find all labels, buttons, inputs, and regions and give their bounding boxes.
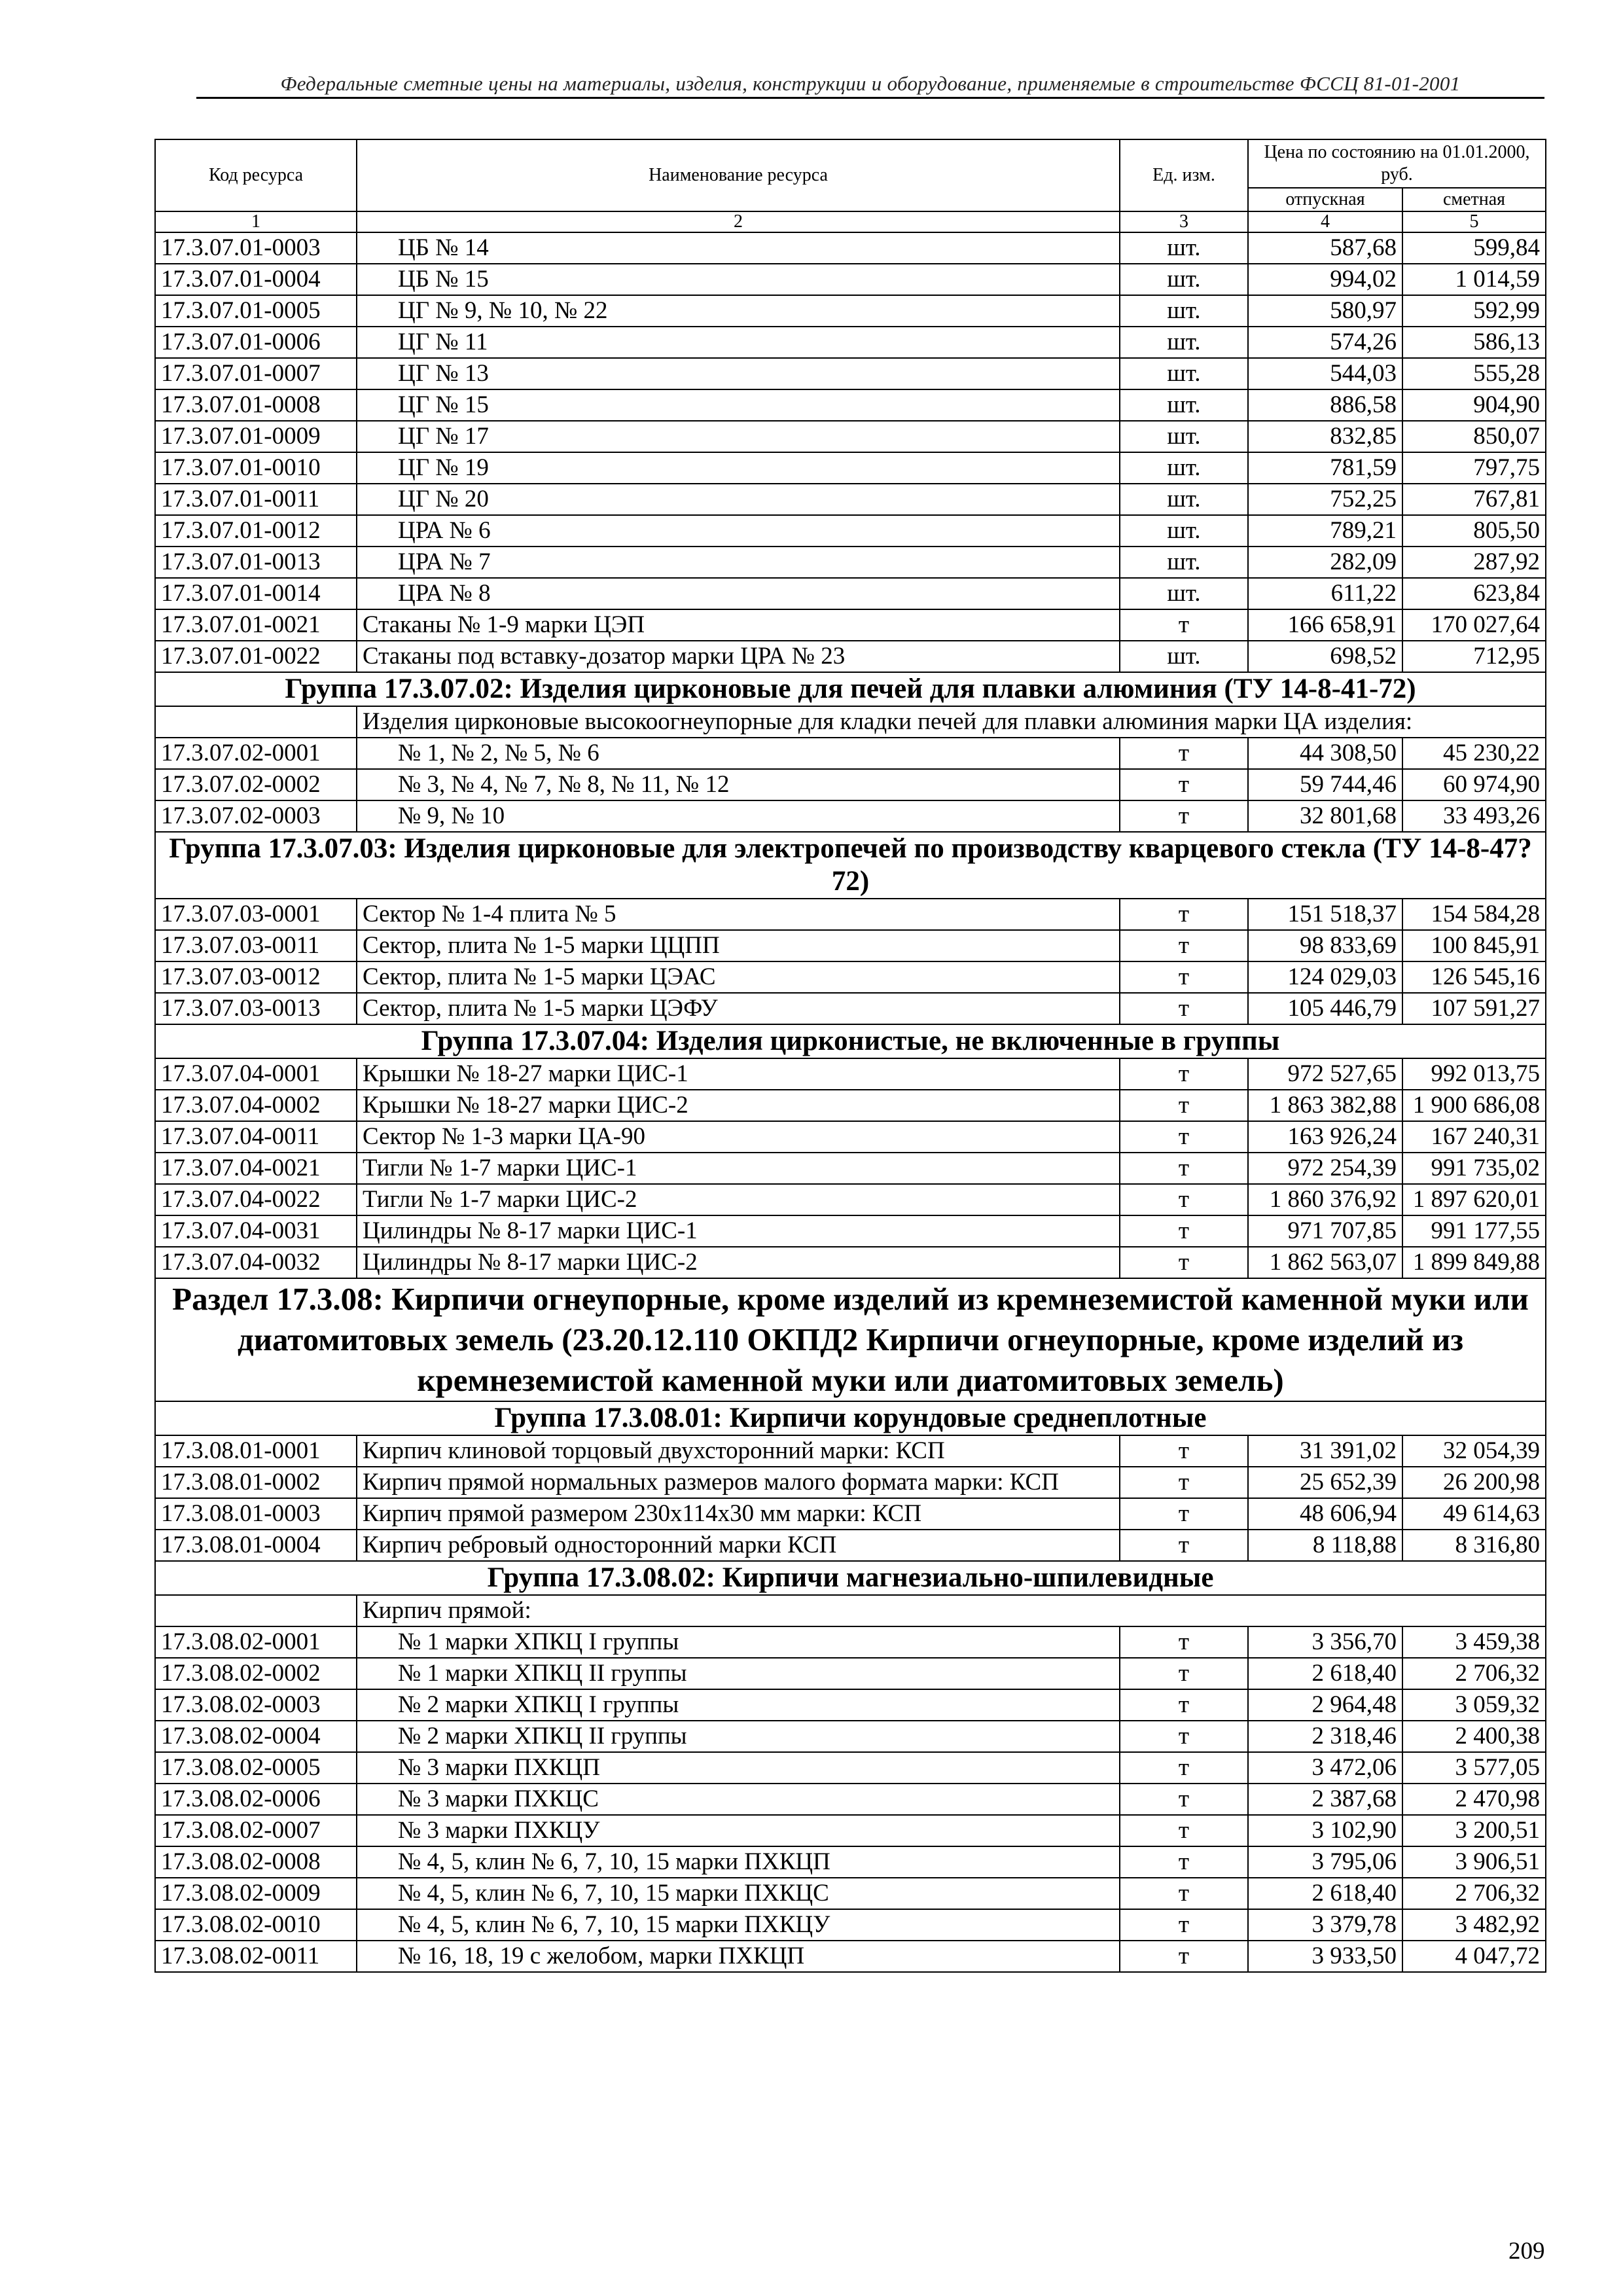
table-row [155, 993, 1546, 1024]
resource-unit: шт. [1120, 641, 1248, 672]
group-heading: Группа 17.3.07.04: Изделия цирконистые, не включенные в группы [155, 1024, 1546, 1058]
resource-name: ЦГ № 11 [357, 327, 1120, 358]
table-row [155, 389, 1546, 421]
estimate-price: 2 400,38 [1402, 1721, 1546, 1752]
release-price: 31 391,02 [1248, 1435, 1402, 1467]
resource-name: № 3 марки ПХКЦС [357, 1784, 1120, 1815]
resource-name: № 4, 5, клин № 6, 7, 10, 15 марки ПХКЦП [357, 1846, 1120, 1878]
resource-code: 17.3.07.02-0001 [155, 738, 357, 769]
resource-unit: т [1120, 1435, 1248, 1467]
estimate-price: 4 047,72 [1402, 1941, 1546, 1972]
estimate-price: 126 545,16 [1402, 961, 1546, 993]
estimate-price: 154 584,28 [1402, 899, 1546, 930]
release-price: 1 863 382,88 [1248, 1090, 1402, 1121]
column-number-row [155, 211, 1546, 232]
release-price: 98 833,69 [1248, 930, 1402, 961]
table-row [155, 1090, 1546, 1121]
release-price: 2 618,40 [1248, 1658, 1402, 1689]
resource-name: Сектор № 1-3 марки ЦА-90 [357, 1121, 1120, 1153]
subheading-text: Кирпич прямой: [357, 1595, 1546, 1626]
resource-code: 17.3.08.02-0011 [155, 1941, 357, 1972]
table-row [155, 484, 1546, 515]
release-price: 151 518,37 [1248, 899, 1402, 930]
table-row [155, 578, 1546, 609]
estimate-price: 805,50 [1402, 515, 1546, 547]
resource-unit: т [1120, 930, 1248, 961]
estimate-price: 32 054,39 [1402, 1435, 1546, 1467]
resource-code: 17.3.08.02-0008 [155, 1846, 357, 1878]
release-price: 3 933,50 [1248, 1941, 1402, 1972]
resource-unit: т [1120, 1090, 1248, 1121]
estimate-price: 49 614,63 [1402, 1498, 1546, 1530]
release-price: 698,52 [1248, 641, 1402, 672]
table-row [155, 899, 1546, 930]
table-row [155, 547, 1546, 578]
release-price: 32 801,68 [1248, 800, 1402, 832]
resource-name: № 1 марки ХПКЦ II группы [357, 1658, 1120, 1689]
price-table [154, 139, 1546, 1973]
resource-code: 17.3.07.01-0010 [155, 452, 357, 484]
release-price: 2 387,68 [1248, 1784, 1402, 1815]
release-price: 971 707,85 [1248, 1215, 1402, 1247]
release-price: 8 118,88 [1248, 1530, 1402, 1561]
resource-name: Кирпич клиновой торцовый двухсторонний марки: КСП [357, 1435, 1120, 1467]
estimate-price: 33 493,26 [1402, 800, 1546, 832]
resource-name: Тигли № 1-7 марки ЦИС-1 [357, 1153, 1120, 1184]
estimate-price: 2 706,32 [1402, 1658, 1546, 1689]
resource-unit: т [1120, 1498, 1248, 1530]
table-row [155, 1498, 1546, 1530]
release-price: 25 652,39 [1248, 1467, 1402, 1498]
resource-unit: т [1120, 738, 1248, 769]
resource-unit: т [1120, 1658, 1248, 1689]
table-row [155, 295, 1546, 327]
release-price: 59 744,46 [1248, 769, 1402, 800]
resource-name: № 16, 18, 19 с желобом, марки ПХКЦП [357, 1941, 1120, 1972]
release-price: 789,21 [1248, 515, 1402, 547]
resource-name: № 3, № 4, № 7, № 8, № 11, № 12 [357, 769, 1120, 800]
resource-code: 17.3.07.04-0021 [155, 1153, 357, 1184]
group-heading-row [155, 1401, 1546, 1435]
resource-name: ЦГ № 17 [357, 421, 1120, 452]
resource-name: № 2 марки ХПКЦ II группы [357, 1721, 1120, 1752]
release-price: 3 379,78 [1248, 1909, 1402, 1941]
table-row [155, 1784, 1546, 1815]
estimate-price: 555,28 [1402, 358, 1546, 389]
resource-code: 17.3.07.01-0008 [155, 389, 357, 421]
resource-code: 17.3.08.01-0003 [155, 1498, 357, 1530]
resource-code: 17.3.07.01-0022 [155, 641, 357, 672]
group-heading: Группа 17.3.08.01: Кирпичи корундовые среднеплотные [155, 1401, 1546, 1435]
estimate-price: 904,90 [1402, 389, 1546, 421]
resource-unit: т [1120, 1909, 1248, 1941]
table-row [155, 1215, 1546, 1247]
estimate-price: 100 845,91 [1402, 930, 1546, 961]
resource-unit: шт. [1120, 389, 1248, 421]
resource-unit: т [1120, 1721, 1248, 1752]
table-row [155, 515, 1546, 547]
resource-unit: шт. [1120, 358, 1248, 389]
resource-unit: т [1120, 899, 1248, 930]
estimate-price: 991 735,02 [1402, 1153, 1546, 1184]
estimate-price: 3 577,05 [1402, 1752, 1546, 1784]
column-number: 1 [155, 211, 357, 232]
resource-code: 17.3.08.02-0003 [155, 1689, 357, 1721]
resource-unit: т [1120, 1467, 1248, 1498]
estimate-price: 107 591,27 [1402, 993, 1546, 1024]
release-price: 163 926,24 [1248, 1121, 1402, 1153]
resource-code: 17.3.07.02-0002 [155, 769, 357, 800]
table-row [155, 1530, 1546, 1561]
group-heading-row [155, 832, 1546, 899]
release-price: 832,85 [1248, 421, 1402, 452]
table-row [155, 930, 1546, 961]
estimate-price: 1 899 849,88 [1402, 1247, 1546, 1278]
resource-name: № 3 марки ПХКЦП [357, 1752, 1120, 1784]
table-row [155, 769, 1546, 800]
resource-code: 17.3.07.01-0007 [155, 358, 357, 389]
table-row [155, 452, 1546, 484]
resource-name: Крышки № 18-27 марки ЦИС-2 [357, 1090, 1120, 1121]
resource-name: Тигли № 1-7 марки ЦИС-2 [357, 1184, 1120, 1215]
group-heading: Группа 17.3.07.03: Изделия цирконовые для электропечей по производству кварцевого стекла (ТУ 14-8-47?72) [155, 832, 1546, 899]
group-heading-row [155, 1561, 1546, 1595]
table-row [155, 1121, 1546, 1153]
release-price: 1 860 376,92 [1248, 1184, 1402, 1215]
resource-name: ЦГ № 9, № 10, № 22 [357, 295, 1120, 327]
release-price: 752,25 [1248, 484, 1402, 515]
empty-cell [155, 1595, 357, 1626]
resource-unit: т [1120, 993, 1248, 1024]
resource-code: 17.3.08.02-0004 [155, 1721, 357, 1752]
resource-code: 17.3.08.02-0010 [155, 1909, 357, 1941]
resource-unit: т [1120, 1184, 1248, 1215]
estimate-price: 167 240,31 [1402, 1121, 1546, 1153]
resource-unit: т [1120, 1215, 1248, 1247]
table-row [155, 1153, 1546, 1184]
resource-name: Цилиндры № 8-17 марки ЦИС-2 [357, 1247, 1120, 1278]
resource-code: 17.3.08.02-0009 [155, 1878, 357, 1909]
release-price: 282,09 [1248, 547, 1402, 578]
resource-unit: шт. [1120, 515, 1248, 547]
resource-name: Кирпич прямой размером 230х114х30 мм марки: КСП [357, 1498, 1120, 1530]
release-price: 166 658,91 [1248, 609, 1402, 641]
release-price: 105 446,79 [1248, 993, 1402, 1024]
resource-name: № 2 марки ХПКЦ I группы [357, 1689, 1120, 1721]
resource-code: 17.3.07.01-0011 [155, 484, 357, 515]
resource-name: Кирпич ребровый односторонний марки КСП [357, 1530, 1120, 1561]
release-price: 611,22 [1248, 578, 1402, 609]
estimate-price: 1 900 686,08 [1402, 1090, 1546, 1121]
resource-name: ЦРА № 8 [357, 578, 1120, 609]
resource-name: Сектор, плита № 1-5 марки ЦЭФУ [357, 993, 1120, 1024]
estimate-price: 45 230,22 [1402, 738, 1546, 769]
resource-code: 17.3.08.02-0007 [155, 1815, 357, 1846]
resource-code: 17.3.07.01-0003 [155, 232, 357, 264]
table-row [155, 358, 1546, 389]
resource-code: 17.3.08.01-0002 [155, 1467, 357, 1498]
table-row [155, 961, 1546, 993]
resource-code: 17.3.07.04-0032 [155, 1247, 357, 1278]
resource-unit: шт. [1120, 295, 1248, 327]
release-price: 2 964,48 [1248, 1689, 1402, 1721]
table-row [155, 609, 1546, 641]
resource-name: № 4, 5, клин № 6, 7, 10, 15 марки ПХКЦС [357, 1878, 1120, 1909]
resource-unit: т [1120, 800, 1248, 832]
table-row [155, 421, 1546, 452]
resource-name: Крышки № 18-27 марки ЦИС-1 [357, 1058, 1120, 1090]
release-price: 544,03 [1248, 358, 1402, 389]
resource-unit: т [1120, 1941, 1248, 1972]
subheading-text: Изделия цирконовые высокоогнеупорные для кладки печей для плавки алюминия марки ЦА изделия: [357, 706, 1546, 738]
estimate-price: 797,75 [1402, 452, 1546, 484]
resource-unit: т [1120, 1878, 1248, 1909]
estimate-price: 60 974,90 [1402, 769, 1546, 800]
estimate-price: 26 200,98 [1402, 1467, 1546, 1498]
estimate-price: 586,13 [1402, 327, 1546, 358]
column-number: 4 [1248, 211, 1402, 232]
release-price: 2 318,46 [1248, 1721, 1402, 1752]
table-row [155, 1626, 1546, 1658]
resource-code: 17.3.07.04-0011 [155, 1121, 357, 1153]
estimate-price: 3 482,92 [1402, 1909, 1546, 1941]
release-price: 972 254,39 [1248, 1153, 1402, 1184]
table-row [155, 1058, 1546, 1090]
resource-name: Сектор № 1-4 плита № 5 [357, 899, 1120, 930]
resource-name: ЦРА № 7 [357, 547, 1120, 578]
estimate-price: 1 014,59 [1402, 264, 1546, 295]
estimate-price: 1 897 620,01 [1402, 1184, 1546, 1215]
section-heading-row [155, 1278, 1546, 1401]
resource-unit: т [1120, 1153, 1248, 1184]
group-heading: Группа 17.3.07.02: Изделия цирконовые для печей для плавки алюминия (ТУ 14-8-41-72) [155, 672, 1546, 706]
table-row [155, 1941, 1546, 1972]
resource-code: 17.3.08.02-0001 [155, 1626, 357, 1658]
release-price: 3 472,06 [1248, 1752, 1402, 1784]
empty-cell [155, 706, 357, 738]
release-price: 781,59 [1248, 452, 1402, 484]
release-price: 48 606,94 [1248, 1498, 1402, 1530]
resource-unit: т [1120, 1626, 1248, 1658]
resource-unit: т [1120, 1846, 1248, 1878]
release-price: 3 795,06 [1248, 1846, 1402, 1878]
subheading-row [155, 1595, 1546, 1626]
resource-name: ЦГ № 13 [357, 358, 1120, 389]
estimate-price: 3 459,38 [1402, 1626, 1546, 1658]
resource-name: № 1 марки ХПКЦ I группы [357, 1626, 1120, 1658]
release-price: 574,26 [1248, 327, 1402, 358]
resource-code: 17.3.08.01-0001 [155, 1435, 357, 1467]
resource-code: 17.3.07.01-0006 [155, 327, 357, 358]
header-release-price: отпускная [1248, 188, 1402, 211]
release-price: 580,97 [1248, 295, 1402, 327]
estimate-price: 170 027,64 [1402, 609, 1546, 641]
group-heading: Группа 17.3.08.02: Кирпичи магнезиально-шпилевидные [155, 1561, 1546, 1595]
resource-code: 17.3.07.04-0022 [155, 1184, 357, 1215]
table-row [155, 1467, 1546, 1498]
release-price: 994,02 [1248, 264, 1402, 295]
header-code: Код ресурса [155, 139, 357, 211]
header-price-group: Цена по состоянию на 01.01.2000, руб. [1248, 139, 1546, 188]
column-number: 3 [1120, 211, 1248, 232]
resource-name: Сектор, плита № 1-5 марки ЦЭАС [357, 961, 1120, 993]
header-name: Наименование ресурса [357, 139, 1120, 211]
estimate-price: 3 059,32 [1402, 1689, 1546, 1721]
table-row [155, 1435, 1546, 1467]
resource-unit: т [1120, 961, 1248, 993]
resource-code: 17.3.08.02-0002 [155, 1658, 357, 1689]
column-number: 2 [357, 211, 1120, 232]
estimate-price: 992 013,75 [1402, 1058, 1546, 1090]
release-price: 1 862 563,07 [1248, 1247, 1402, 1278]
page-number: 209 [1508, 2238, 1545, 2265]
resource-name: № 3 марки ПХКЦУ [357, 1815, 1120, 1846]
resource-name: ЦГ № 20 [357, 484, 1120, 515]
resource-unit: т [1120, 1247, 1248, 1278]
estimate-price: 991 177,55 [1402, 1215, 1546, 1247]
resource-code: 17.3.07.03-0011 [155, 930, 357, 961]
estimate-price: 2 470,98 [1402, 1784, 1546, 1815]
resource-unit: т [1120, 1815, 1248, 1846]
resource-name: № 1, № 2, № 5, № 6 [357, 738, 1120, 769]
resource-unit: шт. [1120, 421, 1248, 452]
resource-unit: т [1120, 1689, 1248, 1721]
column-number: 5 [1402, 211, 1546, 232]
release-price: 3 356,70 [1248, 1626, 1402, 1658]
table-row [155, 1247, 1546, 1278]
release-price: 44 308,50 [1248, 738, 1402, 769]
resource-name: ЦРА № 6 [357, 515, 1120, 547]
group-heading-row [155, 1024, 1546, 1058]
resource-code: 17.3.07.01-0021 [155, 609, 357, 641]
table-row [155, 1658, 1546, 1689]
resource-unit: шт. [1120, 264, 1248, 295]
resource-unit: шт. [1120, 484, 1248, 515]
estimate-price: 287,92 [1402, 547, 1546, 578]
resource-code: 17.3.07.04-0031 [155, 1215, 357, 1247]
resource-name: № 4, 5, клин № 6, 7, 10, 15 марки ПХКЦУ [357, 1909, 1120, 1941]
resource-code: 17.3.07.04-0002 [155, 1090, 357, 1121]
resource-code: 17.3.07.01-0014 [155, 578, 357, 609]
group-heading-row [155, 672, 1546, 706]
release-price: 3 102,90 [1248, 1815, 1402, 1846]
resource-code: 17.3.07.02-0003 [155, 800, 357, 832]
release-price: 886,58 [1248, 389, 1402, 421]
resource-unit: шт. [1120, 452, 1248, 484]
section-heading: Раздел 17.3.08: Кирпичи огнеупорные, кроме изделий из кремнеземистой каменной муки или диатомитовых земель (23.20.12.110 ОКПД2 Кирпичи огнеупорные, кроме изделий из кремнеземистой каменной муки или диатомитовых земель) [155, 1278, 1546, 1401]
release-price: 587,68 [1248, 232, 1402, 264]
table-row [155, 1846, 1546, 1878]
resource-unit: т [1120, 1784, 1248, 1815]
subheading-row [155, 706, 1546, 738]
table-row [155, 1721, 1546, 1752]
estimate-price: 3 906,51 [1402, 1846, 1546, 1878]
resource-code: 17.3.07.04-0001 [155, 1058, 357, 1090]
release-price: 972 527,65 [1248, 1058, 1402, 1090]
table-row [155, 800, 1546, 832]
table-row [155, 1909, 1546, 1941]
resource-name: Стаканы № 1-9 марки ЦЭП [357, 609, 1120, 641]
table-row [155, 1878, 1546, 1909]
resource-name: Сектор, плита № 1-5 марки ЦЦПП [357, 930, 1120, 961]
resource-code: 17.3.08.02-0006 [155, 1784, 357, 1815]
resource-unit: т [1120, 609, 1248, 641]
resource-name: ЦБ № 15 [357, 264, 1120, 295]
table-row [155, 1184, 1546, 1215]
resource-unit: шт. [1120, 327, 1248, 358]
resource-code: 17.3.07.03-0012 [155, 961, 357, 993]
resource-code: 17.3.07.03-0001 [155, 899, 357, 930]
resource-name: Цилиндры № 8-17 марки ЦИС-1 [357, 1215, 1120, 1247]
resource-code: 17.3.07.03-0013 [155, 993, 357, 1024]
estimate-price: 2 706,32 [1402, 1878, 1546, 1909]
release-price: 2 618,40 [1248, 1878, 1402, 1909]
resource-code: 17.3.07.01-0013 [155, 547, 357, 578]
table-header-row [155, 139, 1546, 188]
resource-code: 17.3.08.01-0004 [155, 1530, 357, 1561]
table-row [155, 264, 1546, 295]
resource-name: № 9, № 10 [357, 800, 1120, 832]
release-price: 124 029,03 [1248, 961, 1402, 993]
estimate-price: 850,07 [1402, 421, 1546, 452]
resource-unit: т [1120, 769, 1248, 800]
resource-unit: шт. [1120, 547, 1248, 578]
table-row [155, 327, 1546, 358]
table-row [155, 1752, 1546, 1784]
resource-code: 17.3.07.01-0009 [155, 421, 357, 452]
estimate-price: 599,84 [1402, 232, 1546, 264]
estimate-price: 623,84 [1402, 578, 1546, 609]
resource-code: 17.3.07.01-0005 [155, 295, 357, 327]
page-header: Федеральные сметные цены на материалы, изделия, конструкции и оборудование, применяемые в строительстве ФССЦ 81-01-2001 [196, 71, 1544, 99]
table-row [155, 1689, 1546, 1721]
resource-name: ЦБ № 14 [357, 232, 1120, 264]
resource-code: 17.3.07.01-0004 [155, 264, 357, 295]
resource-code: 17.3.07.01-0012 [155, 515, 357, 547]
table-row [155, 1815, 1546, 1846]
table-row [155, 232, 1546, 264]
resource-name: ЦГ № 15 [357, 389, 1120, 421]
header-unit: Ед. изм. [1120, 139, 1248, 211]
resource-name: Стаканы под вставку-дозатор марки ЦРА № 23 [357, 641, 1120, 672]
resource-unit: шт. [1120, 578, 1248, 609]
resource-code: 17.3.08.02-0005 [155, 1752, 357, 1784]
table-row [155, 738, 1546, 769]
estimate-price: 592,99 [1402, 295, 1546, 327]
estimate-price: 767,81 [1402, 484, 1546, 515]
resource-name: Кирпич прямой нормальных размеров малого формата марки: КСП [357, 1467, 1120, 1498]
estimate-price: 8 316,80 [1402, 1530, 1546, 1561]
resource-unit: т [1120, 1752, 1248, 1784]
table-row [155, 641, 1546, 672]
resource-name: ЦГ № 19 [357, 452, 1120, 484]
resource-unit: шт. [1120, 232, 1248, 264]
estimate-price: 712,95 [1402, 641, 1546, 672]
resource-unit: т [1120, 1530, 1248, 1561]
resource-unit: т [1120, 1121, 1248, 1153]
estimate-price: 3 200,51 [1402, 1815, 1546, 1846]
resource-unit: т [1120, 1058, 1248, 1090]
header-estimate-price: сметная [1402, 188, 1546, 211]
